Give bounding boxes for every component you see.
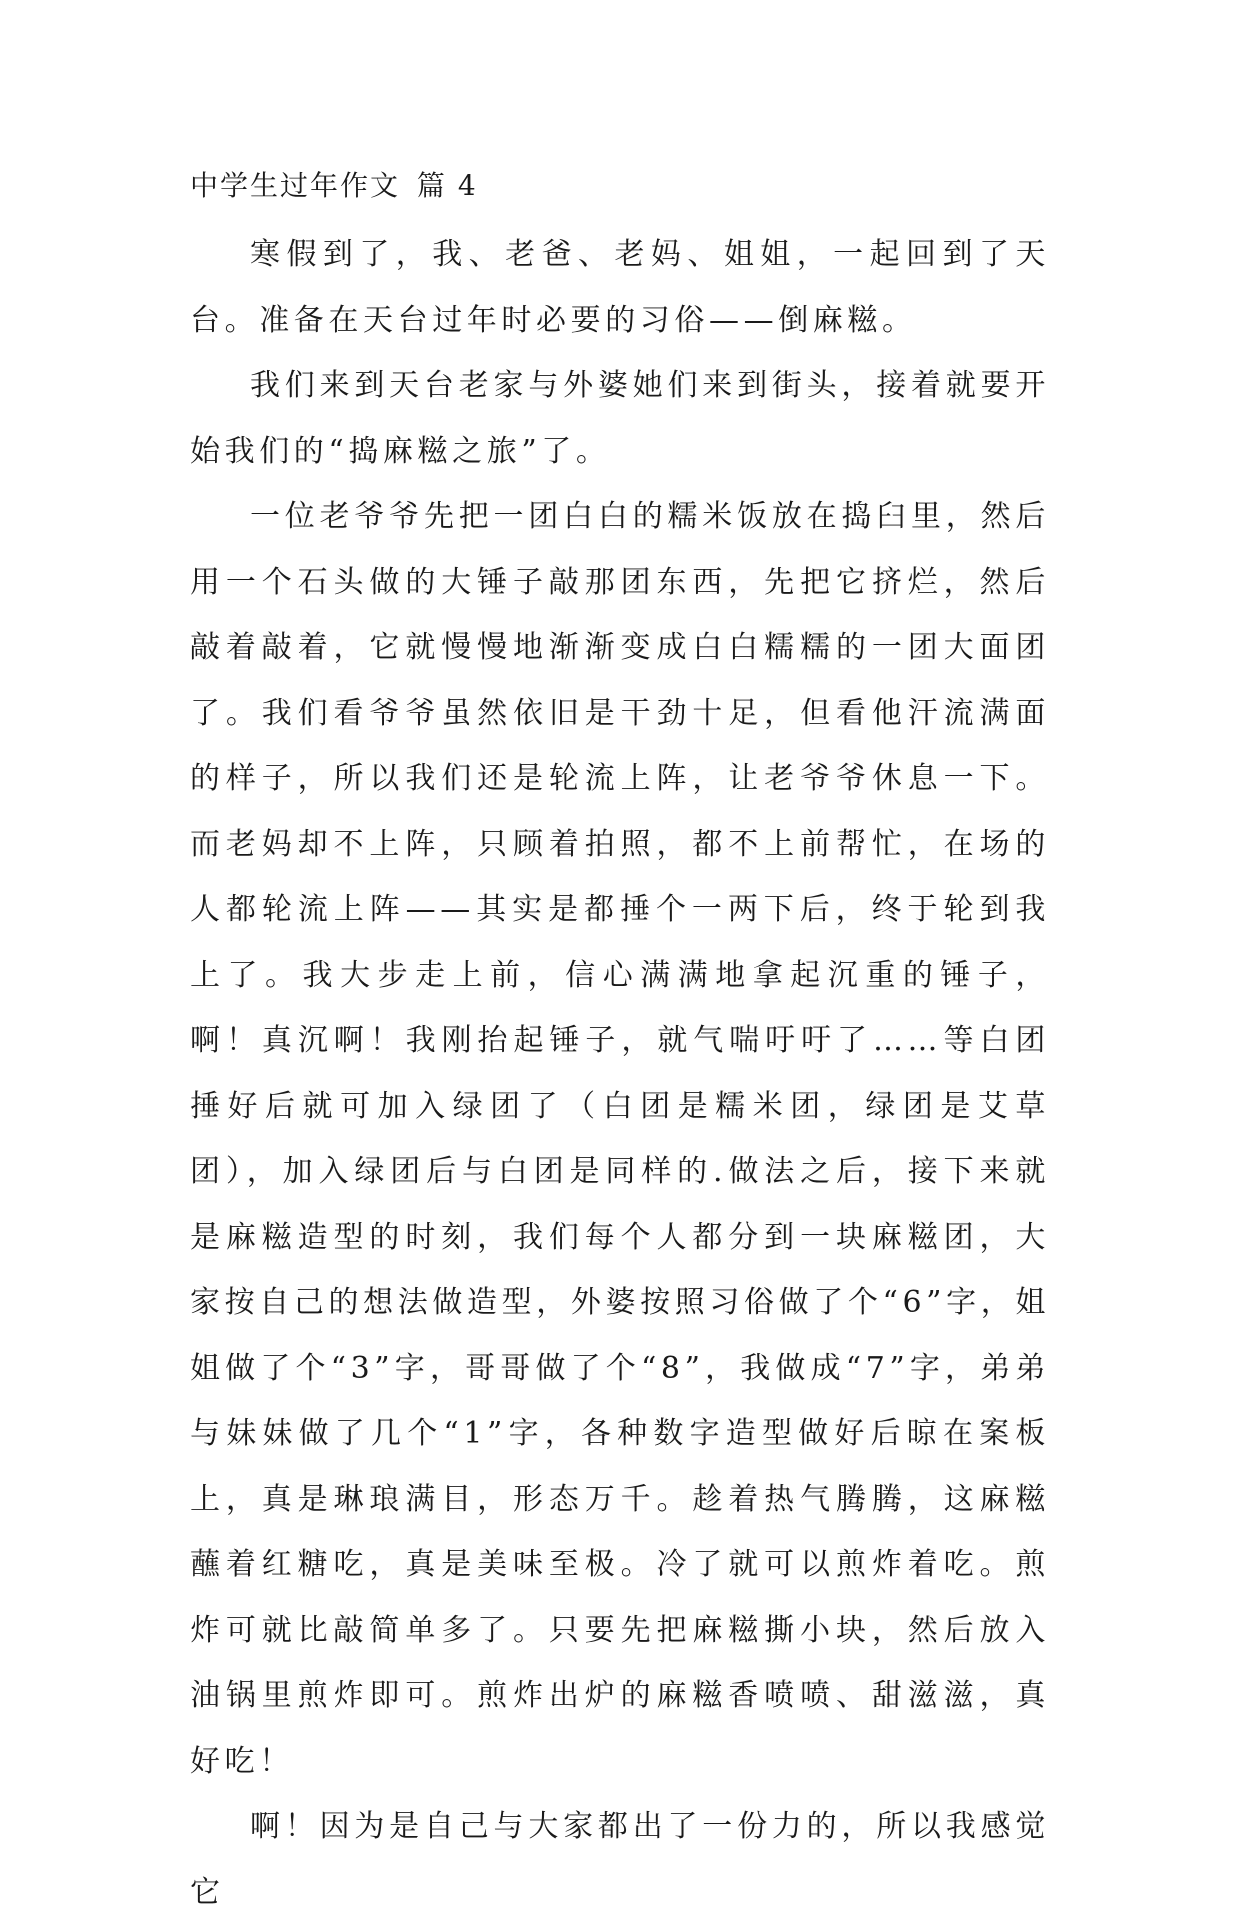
document-title	[190, 166, 478, 206]
document-body	[190, 222, 1050, 1925]
paragraph: 一位老爷爷先把一团白白的糯米饭放在捣臼里，然后用一个石头做的大锤子敲那团东西，先把它挤烂，然后敲着敲着，它就慢慢地渐渐变成白白糯糯的一团大面团了。我们看爷爷虽然依旧是干劲十足，但看他汗流满面的样子，所以我们还是轮流上阵，让老爷爷休息一下。而老妈却不上阵，只顾着拍照，都不上前帮忙，在场的人都轮流上阵——其实是都捶个一两下后，终于轮到我上了。我大步走上前，信心满满地拿起沉重的锤子，啊！真沉啊！我刚抬起锤子，就气喘吁吁了……等白团捶好后就可加入绿团了（白团是糯米团，绿团是艾草团），加入绿团后与白团是同样的.做法之后，接下来就是麻糍造型的时刻，我们每个人都分到一块麻糍团，大家按自己的想法做造型，外婆按照习俗做了个“6”字，姐姐做了个“3”字，哥哥做了个“8”，我做成“7”字，弟弟与妹妹做了几个“1”字，各种数字造型做好后晾在案板上，真是琳琅满目，形态万千。趁着热气腾腾，这麻糍蘸着红糖吃，真是美味至极。冷了就可以煎炸着吃。煎炸可就比敲简单多了。只要先把麻糍撕小块，然后放入油锅里煎炸即可。煎炸出炉的麻糍香喷喷、甜滋滋，真好吃！	[190, 499, 1050, 1779]
paragraph: 寒假到了，我、老爸、老妈、姐姐，一起回到了天台。准备在天台过年时必要的习俗——倒麻糍。	[190, 237, 1050, 338]
title-text: 中学生过年作文	[190, 169, 401, 202]
paragraph: 啊！因为是自己与大家都出了一份力的，所以我感觉它	[190, 1809, 1050, 1910]
title-number: 篇 4	[416, 169, 478, 202]
paragraph: 我们来到天台老家与外婆她们来到街头，接着就要开始我们的“捣麻糍之旅”了。	[190, 368, 1050, 469]
